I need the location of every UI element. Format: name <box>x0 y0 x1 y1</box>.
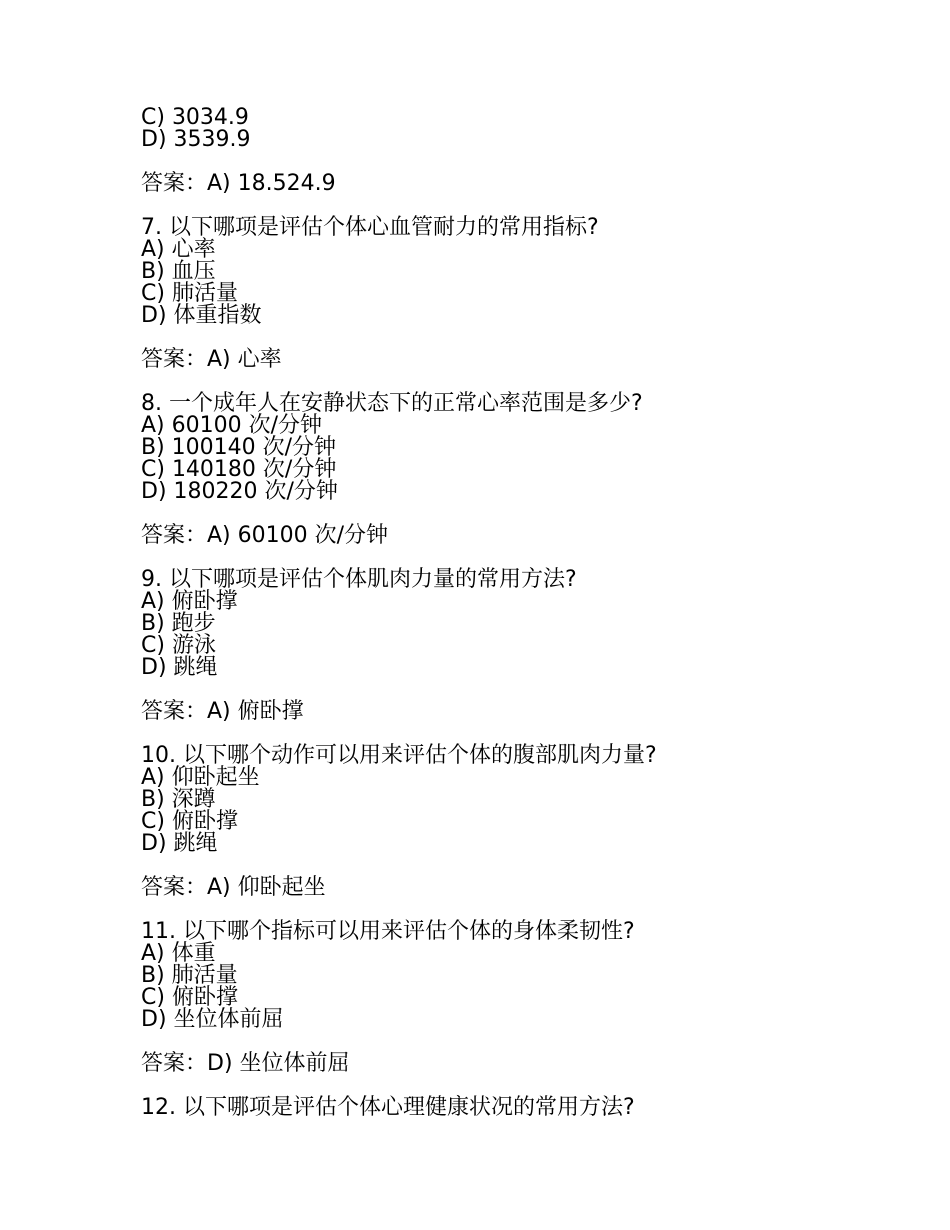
option-line: C) 俯卧撑 <box>141 809 238 834</box>
option-line: A) 俯卧撑 <box>141 589 238 614</box>
option-line: D) 跳绳 <box>141 831 218 856</box>
option-line: D) 3539.9 <box>141 127 251 152</box>
option-line: A) 心率 <box>141 237 216 262</box>
answer-line: 答案：A) 仰卧起坐 <box>141 875 326 900</box>
question-line: 12. 以下哪项是评估个体心理健康状况的常用方法? <box>141 1095 635 1120</box>
answer-line: 答案：A) 18.524.9 <box>141 171 336 196</box>
answer-line: 答案：A) 60100 次/分钟 <box>141 523 389 548</box>
option-line: C) 140180 次/分钟 <box>141 457 337 482</box>
question-line: 8. 一个成年人在安静状态下的正常心率范围是多少? <box>141 391 643 416</box>
answer-line: 答案：D) 坐位体前屈 <box>141 1051 350 1076</box>
answer-line: 答案：A) 俯卧撑 <box>141 699 304 724</box>
option-line: A) 60100 次/分钟 <box>141 413 323 438</box>
option-line: D) 体重指数 <box>141 303 262 328</box>
question-line: 7. 以下哪项是评估个体心血管耐力的常用指标? <box>141 215 599 240</box>
question-line: 11. 以下哪个指标可以用来评估个体的身体柔韧性? <box>141 919 635 944</box>
option-line: D) 跳绳 <box>141 655 218 680</box>
option-line: A) 体重 <box>141 941 216 966</box>
option-line: B) 跑步 <box>141 611 216 636</box>
option-line: C) 3034.9 <box>141 105 249 130</box>
option-line: C) 俯卧撑 <box>141 985 238 1010</box>
question-line: 10. 以下哪个动作可以用来评估个体的腹部肌肉力量? <box>141 743 657 768</box>
answer-line: 答案：A) 心率 <box>141 347 282 372</box>
option-line: C) 游泳 <box>141 633 216 658</box>
option-line: C) 肺活量 <box>141 281 238 306</box>
option-line: B) 深蹲 <box>141 787 216 812</box>
option-line: D) 180220 次/分钟 <box>141 479 338 504</box>
option-line: D) 坐位体前屈 <box>141 1007 284 1032</box>
option-line: A) 仰卧起坐 <box>141 765 260 790</box>
option-line: B) 血压 <box>141 259 216 284</box>
question-line: 9. 以下哪项是评估个体肌肉力量的常用方法? <box>141 567 577 592</box>
option-line: B) 肺活量 <box>141 963 238 988</box>
document-content <box>141 107 901 1119</box>
option-line: B) 100140 次/分钟 <box>141 435 337 460</box>
